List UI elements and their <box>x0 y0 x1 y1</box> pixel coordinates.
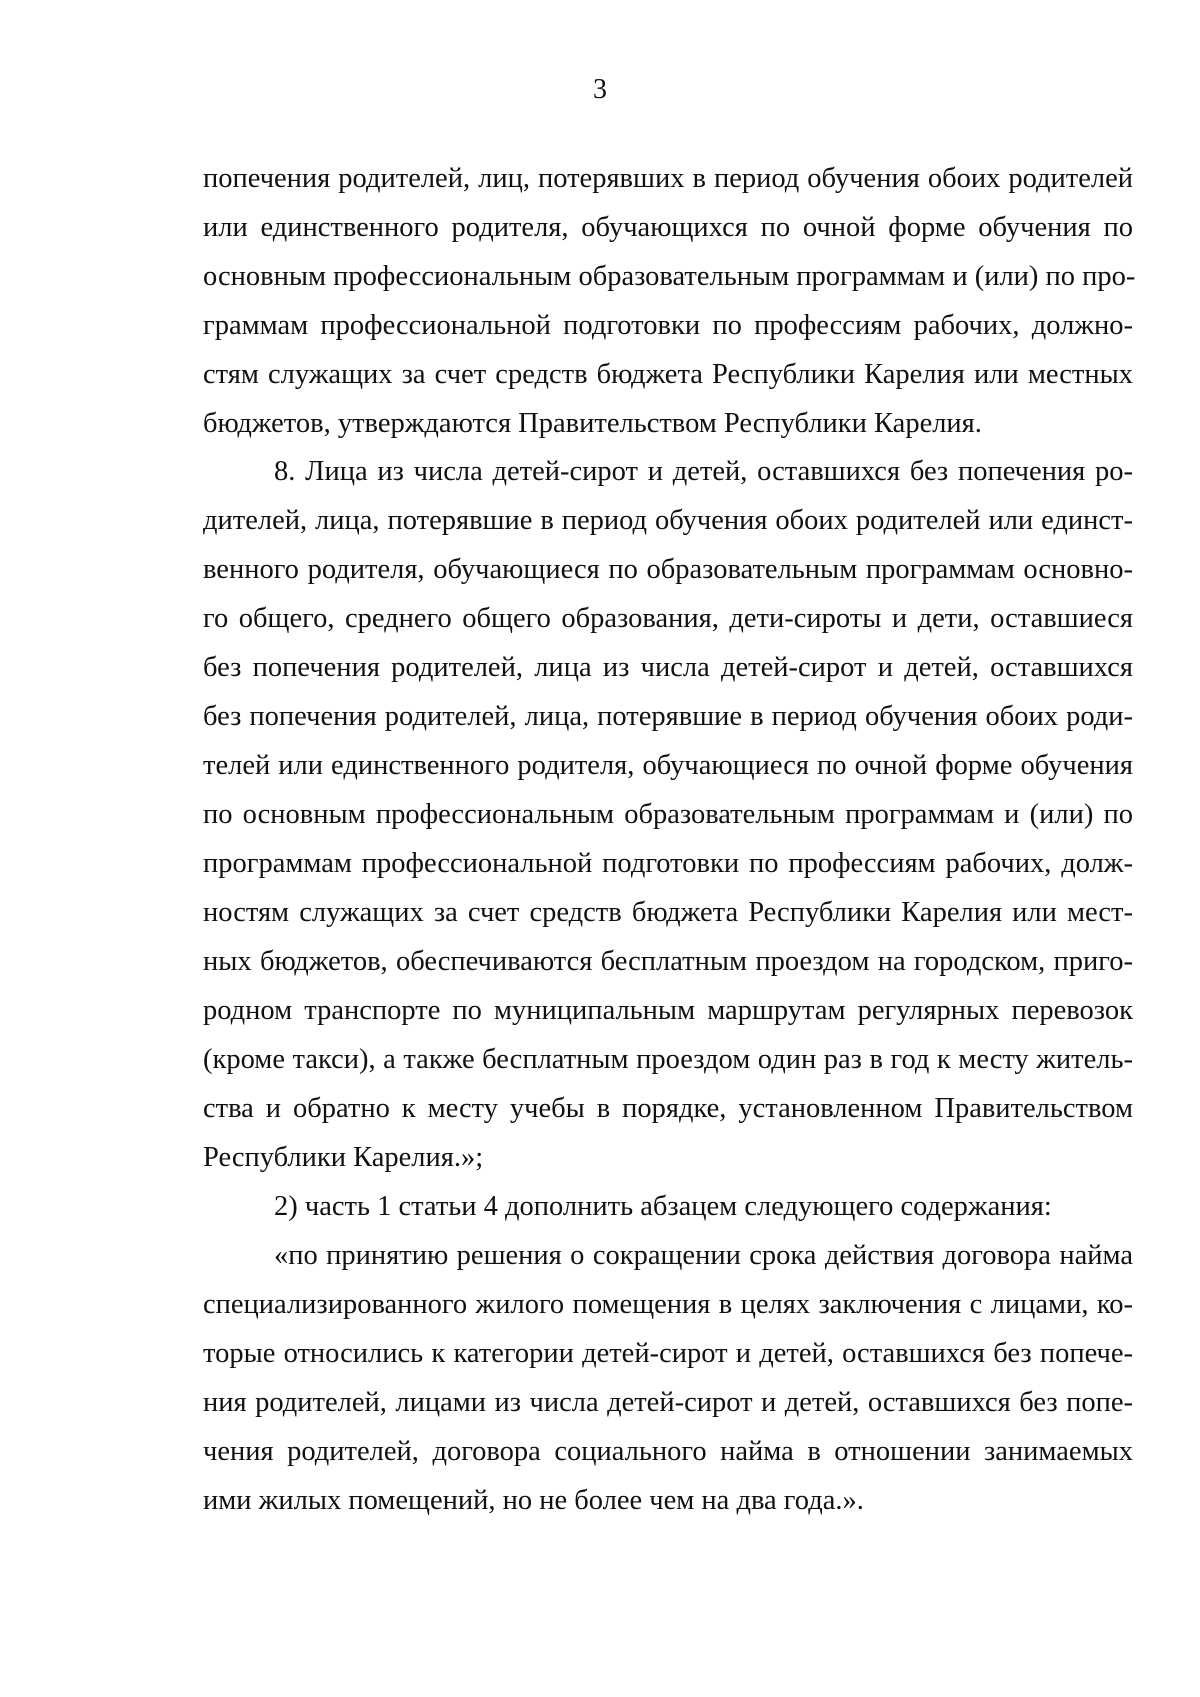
text-line: торые относились к категории детей-сирот и детей, оставшихся без попече- <box>203 1338 1133 1369</box>
text-line: специализированного жилого помещения в целях заключения с лицами, ко- <box>203 1289 1133 1320</box>
text-line: ния родителей, лицами из числа детей-сирот и детей, оставшихся без попе- <box>203 1387 1133 1418</box>
paragraph-item-2 <box>203 1182 1133 1231</box>
paragraph-quoted-addition <box>203 1231 1133 1525</box>
text-line: или единственного родителя, обучающихся по очной форме обучения по <box>203 212 1133 243</box>
page-number: 3 <box>593 74 607 105</box>
text-line: основным профессиональным образовательным программам и (или) по про- <box>203 261 1136 292</box>
paragraph-continuation <box>203 154 1136 448</box>
text-line: ими жилых помещений, но не более чем на два года.». <box>203 1485 864 1516</box>
text-line: по основным профессиональным образовательным программам и (или) по <box>203 799 1133 830</box>
text-line: бюджетов, утверждаются Правительством Республики Карелия. <box>203 408 982 439</box>
text-line: программам профессиональной подготовки по профессиям рабочих, долж- <box>203 848 1133 879</box>
text-line: граммам профессиональной подготовки по профессиям рабочих, должно- <box>203 310 1133 341</box>
text-line: (кроме такси), а также бесплатным проездом один раз в год к месту житель- <box>203 1044 1133 1075</box>
text-line: го общего, среднего общего образования, дети-сироты и дети, оставшиеся <box>203 603 1133 634</box>
text-line: Республики Карелия.»; <box>203 1142 484 1173</box>
text-line: телей или единственного родителя, обучающиеся по очной форме обучения <box>203 750 1133 781</box>
text-line: дителей, лица, потерявшие в период обучения обоих родителей или единст- <box>203 505 1133 536</box>
text-line: чения родителей, договора социального найма в отношении занимаемых <box>203 1436 1133 1467</box>
text-line: 2) часть 1 статьи 4 дополнить абзацем следующего содержания: <box>274 1191 1052 1222</box>
text-line: родном транспорте по муниципальным маршрутам регулярных перевозок <box>203 995 1133 1026</box>
text-line: ных бюджетов, обеспечиваются бесплатным проездом на городском, приго- <box>203 946 1133 977</box>
text-line: без попечения родителей, лица, потерявшие в период обучения обоих роди- <box>203 701 1133 732</box>
text-line: венного родителя, обучающиеся по образовательным программам основно- <box>203 554 1133 585</box>
text-line: стям служащих за счет средств бюджета Республики Карелия или местных <box>203 359 1133 390</box>
text-line: без попечения родителей, лица из числа детей-сирот и детей, оставшихся <box>203 652 1133 683</box>
paragraph-section-8 <box>203 447 1133 1182</box>
text-line: ства и обратно к месту учебы в порядке, установленном Правительством <box>203 1093 1133 1124</box>
text-line: «по принятию решения о сокращении срока действия договора найма <box>274 1240 1133 1271</box>
text-line: попечения родителей, лиц, потерявших в период обучения обоих родителей <box>203 163 1133 194</box>
text-line: 8. Лица из числа детей-сирот и детей, оставшихся без попечения ро- <box>274 456 1133 487</box>
text-line: ностям служащих за счет средств бюджета Республики Карелия или мест- <box>203 897 1133 928</box>
